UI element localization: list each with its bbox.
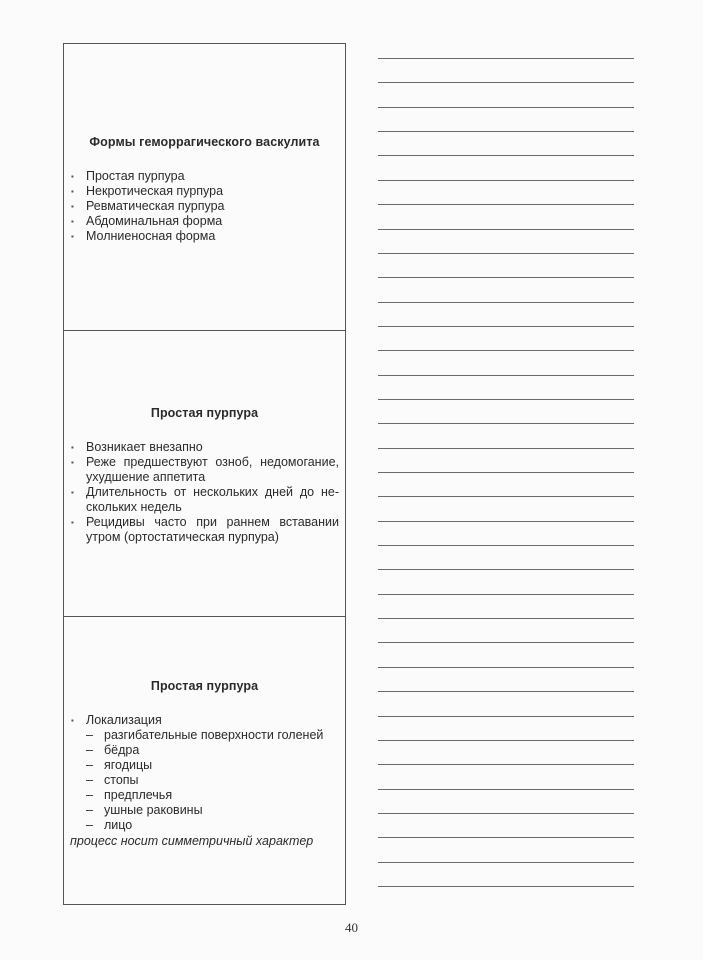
- slide-localization: [64, 616, 345, 904]
- note-line: [378, 180, 634, 181]
- list-item: ▪ Ревматическая пурпура: [70, 199, 339, 214]
- note-line: [378, 155, 634, 156]
- note-line: [378, 399, 634, 400]
- note-line: [378, 472, 634, 473]
- note-line: [378, 618, 634, 619]
- bullet-list: [70, 713, 339, 728]
- sub-list: [70, 728, 339, 833]
- note-line: [378, 521, 634, 522]
- bullet-list: [70, 169, 339, 244]
- list-item: ▪ Молниеносная форма: [70, 229, 339, 244]
- note-line: [378, 545, 634, 546]
- note-line: [378, 862, 634, 863]
- sub-list-item: – стопы: [86, 773, 339, 788]
- note-line: [378, 789, 634, 790]
- note-line: [378, 813, 634, 814]
- slide-forms: [64, 44, 345, 330]
- sub-list-item: – бёдра: [86, 743, 339, 758]
- list-item: ▪ Возникает внезапно: [70, 440, 339, 455]
- note-line: [378, 691, 634, 692]
- sub-list-item: – разгибательные поверхности голеней: [86, 728, 339, 743]
- note-line: [378, 375, 634, 376]
- note-line: [378, 569, 634, 570]
- note-line: [378, 131, 634, 132]
- note-line: [378, 253, 634, 254]
- list-item: ▪ Локализация: [70, 713, 339, 728]
- note-line: [378, 716, 634, 717]
- note-text: процесс носит симметричный характер: [70, 834, 314, 848]
- note-line: [378, 740, 634, 741]
- slide-simple-purpura: [64, 330, 345, 616]
- note-line: [378, 277, 634, 278]
- note-line: [378, 642, 634, 643]
- note-line: [378, 886, 634, 887]
- list-item: ▪ Реже предшествуют озноб, недомогание, ухудшение аппетита: [70, 455, 339, 485]
- note-line: [378, 204, 634, 205]
- list-item: ▪ Простая пурпура: [70, 169, 339, 184]
- list-item: ▪ Абдоминальная форма: [70, 214, 339, 229]
- note-line: [378, 350, 634, 351]
- note-line: [378, 837, 634, 838]
- list-item: ▪ Длительность от нескольких дней до не-скольких недель: [70, 485, 339, 515]
- slide-title: Формы геморрагического васкулита: [89, 135, 320, 149]
- list-item: ▪ Рецидивы часто при раннем вставании утром (ортостатическая пурпура): [70, 515, 339, 545]
- note-line: [378, 667, 634, 668]
- slides-panel: [63, 43, 346, 905]
- note-line: [378, 326, 634, 327]
- slide-title: Простая пурпура: [150, 679, 259, 693]
- note-line: [378, 58, 634, 59]
- note-line: [378, 302, 634, 303]
- sub-list-item: – предплечья: [86, 788, 339, 803]
- note-line: [378, 594, 634, 595]
- note-line: [378, 82, 634, 83]
- note-line: [378, 496, 634, 497]
- sub-list-item: – лицо: [86, 818, 339, 833]
- slide-title: Простая пурпура: [150, 406, 259, 420]
- note-line: [378, 107, 634, 108]
- note-line: [378, 423, 634, 424]
- note-line: [378, 229, 634, 230]
- sub-list-item: – ушные раковины: [86, 803, 339, 818]
- notes-lines-area: [378, 58, 634, 898]
- note-line: [378, 448, 634, 449]
- list-item: ▪ Некротическая пурпура: [70, 184, 339, 199]
- sub-list-item: – ягодицы: [86, 758, 339, 773]
- note-line: [378, 764, 634, 765]
- bullet-list: [70, 440, 339, 545]
- page-number: 40: [345, 920, 358, 935]
